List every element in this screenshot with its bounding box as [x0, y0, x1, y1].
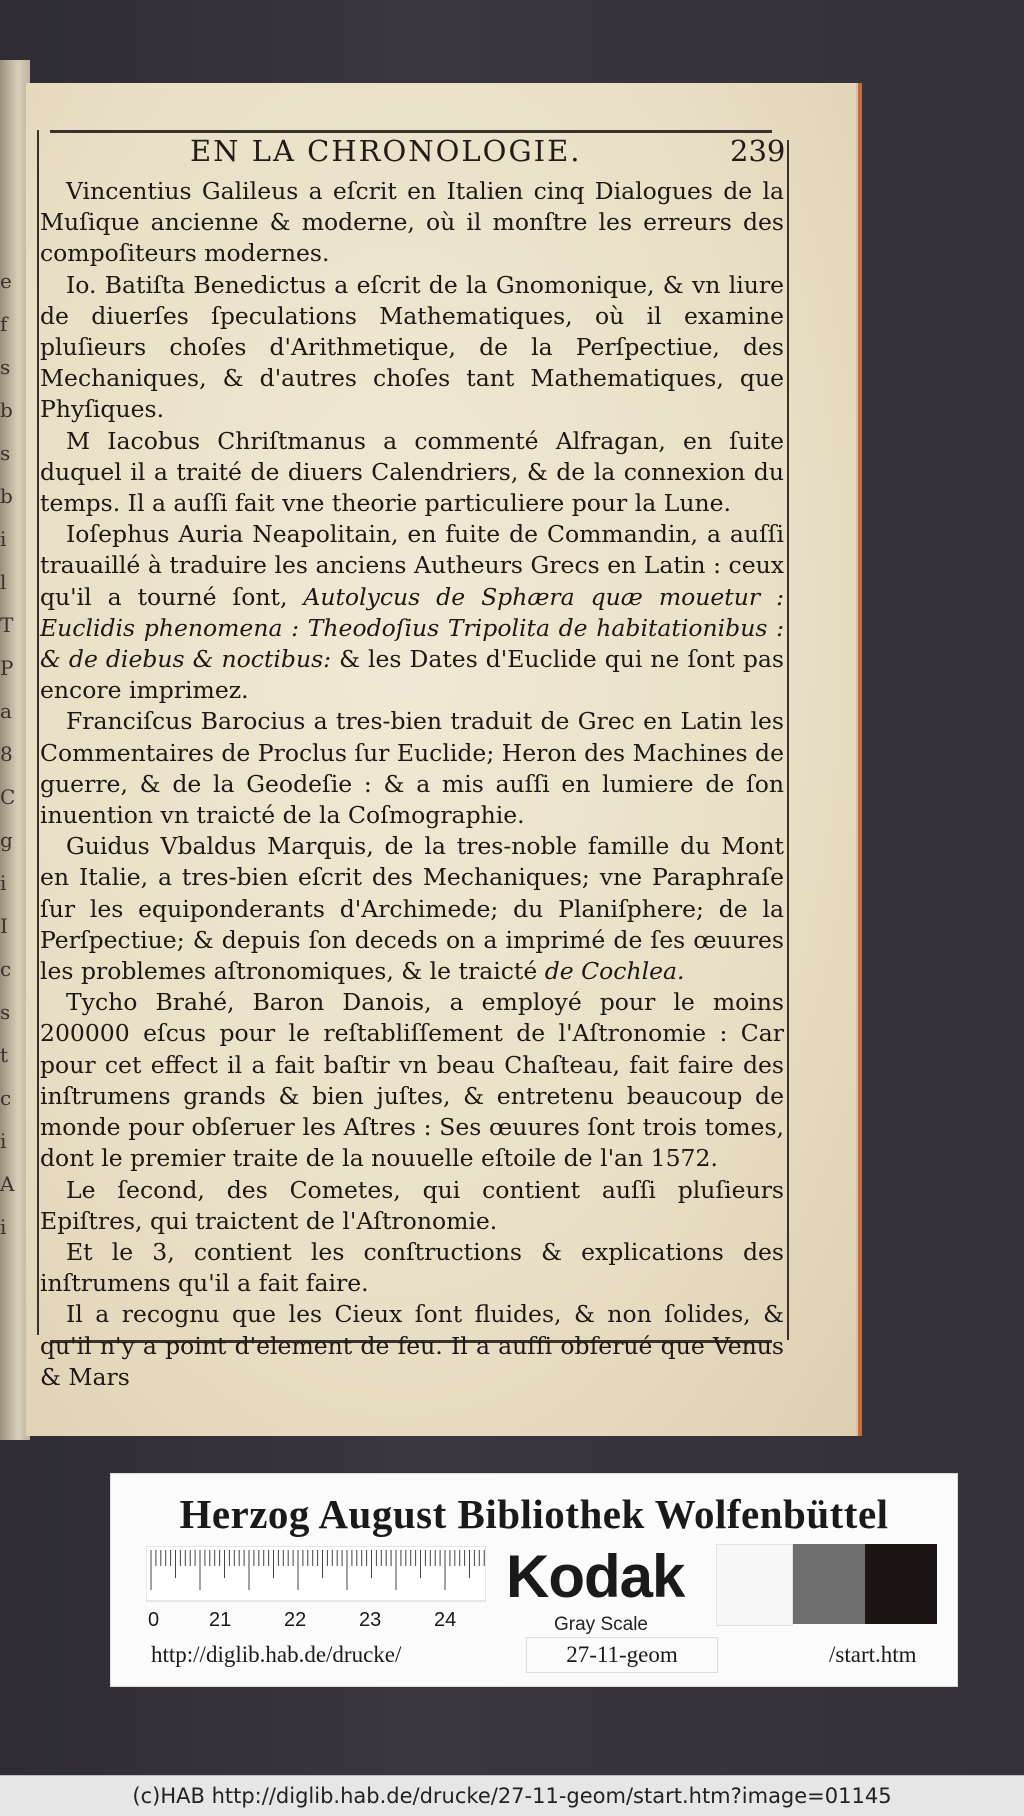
adjacent-page-glyphs: e f s b s b i l T P a 8 C g i I c s t c i A i	[0, 269, 15, 1239]
gray-patch-white	[716, 1544, 793, 1626]
url-suffix: /start.htm	[829, 1642, 917, 1667]
gray-patch-dark	[865, 1544, 937, 1624]
paragraph-heavens: Il a recognu que les Cieux ſont fluides, & non ſolides, & qu'il n'y a point d'element de feu. Il a auſſi obſerué que Venus & Mars	[40, 1300, 784, 1391]
ruler-label-24: 24	[434, 1609, 457, 1631]
paragraph-ubaldus: Guidus Vbaldus Marquis, de la tres-noble famille du Mont en Italie, a tres-bien eſcrit des Mechaniques; vne Paraphraſe ſur les equiponderants d'Archimede; du Planiſphere; de la Perſpectiue; & depuis ſon deceds on a imprimé de ſes œuures les problemes aſtronomiques, & le traicté de Cochlea.	[40, 832, 784, 986]
paragraph-galileus: Vincentius Galileus a eſcrit en Italien cinq Dialogues de la Muſique ancienne & moderne, où il monſtre les erreurs des compoſiteurs modernes.	[40, 177, 784, 268]
page-frame-right-rule	[787, 140, 789, 1340]
paragraph-barocius: Franciſcus Barocius a tres-bien traduit de Grec en Latin les Commentaires de Proclus ſur Euclide; Heron des Machines de guerre, & de la Geodeſie : & a mis auſſi en lumiere de ſon inuention vn traicté de la Coſmographie.	[40, 707, 784, 830]
paragraph-third-tome: Et le 3, contient les conſtructions & explications des inſtrumens qu'il a fait faire.	[40, 1237, 784, 1298]
body-text	[40, 176, 784, 1393]
running-head: EN LA CHRONOLOGIE.	[190, 134, 582, 168]
url-collection-id: 27-11-geom	[526, 1637, 718, 1673]
scan-target-card	[110, 1473, 958, 1687]
url-base: http://diglib.hab.de/drucke/	[151, 1642, 402, 1667]
ruler-label-23: 23	[359, 1609, 382, 1631]
page-frame-left-rule	[37, 130, 39, 1335]
ruler-label-0: 0	[148, 1609, 160, 1631]
paragraph-christmanus: M Iacobus Chriſtmanus a commenté Alfragan, en ſuite duquel il a traité de diuers Calendriers, & de la connexion du temps. Il a auſſi fait vne theorie particuliere pour la Lune.	[40, 426, 784, 518]
paragraph-auria: Ioſephus Auria Neapolitain, en fuite de Commandin, a auſſi trauaillé à traduire les anciens Autheurs Grecs en Latin : ceux qu'il a tourné ſont, Autolycus de Sphæra quæ mouetur : Euclidis phenomena : Theodoſius Tripolita de habitationibus : & de diebus & noctibus: & les Dates d'Euclide qui ne ſont pas encore imprimez.	[40, 520, 784, 705]
page-number: 239	[730, 134, 786, 168]
gray-scale-label: Gray Scale	[554, 1614, 648, 1635]
measurement-ruler	[146, 1546, 486, 1631]
kodak-logo: Kodak	[506, 1543, 685, 1610]
paragraph-benedictus: Io. Batiſta Benedictus a eſcrit de la Gnomonique, & vn liure de diuerſes ſpeculations Mathematiques, où il examine pluſieurs choſes d'Arithmetique, de la Perſpectiue, des Mechaniques, & d'autres choſes tant Mathematiques, que Phyſiques.	[40, 270, 784, 424]
paragraph-second-tome: Le ſecond, des Cometes, qui contient auſſi pluſieurs Epiſtres, qui traictent de l'Aſtronomie.	[40, 1175, 784, 1235]
copyright-footer: (c)HAB http://diglib.hab.de/drucke/27-11-geom/start.htm?image=01145	[0, 1775, 1024, 1816]
ruler-label-22: 22	[284, 1609, 307, 1631]
page-frame-top-rule	[50, 130, 772, 133]
ruler-label-21: 21	[209, 1609, 232, 1631]
library-name: Herzog August Bibliothek Wolfenbüttel	[179, 1491, 889, 1537]
paragraph-tycho: Tycho Brahé, Baron Danois, a employé pour le moins 200000 eſcus pour le reſtabliſſement de l'Aſtronomie : Car pour cet effect il a fait baſtir vn beau Chaſteau, fait faire des inſtrumens grands & bien juſtes, & entretenu beaucoup de monde pour obſeruer les Aſtres : Ses œuures ſont trois tomes, dont le premier traite de la nouuelle eſtoile de l'an 1572.	[40, 988, 784, 1173]
gray-patch-mid	[793, 1544, 865, 1624]
